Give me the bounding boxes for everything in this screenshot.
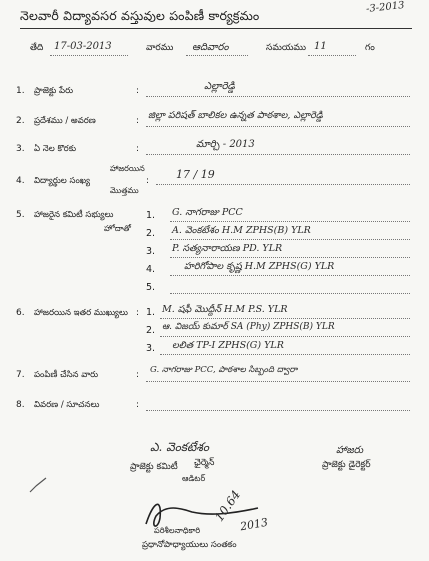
row-8-label: వివరణ / సూచనలు xyxy=(34,400,100,410)
row-8-line xyxy=(146,410,410,411)
row-7-line xyxy=(146,381,410,382)
row-7-number: 7. xyxy=(16,370,25,380)
committee-3-line xyxy=(170,257,410,258)
row-6-number: 6. xyxy=(16,308,25,318)
chairman-label: ప్రాజెక్టు కమిటీ xyxy=(130,462,178,472)
inspector-label: పరిశీలనాధికారి xyxy=(154,526,201,535)
row-2-line xyxy=(146,126,410,127)
time-label: సమయము xyxy=(266,43,307,53)
row-8-colon: : xyxy=(136,400,140,410)
day-label: వారము xyxy=(146,43,174,53)
other-1-number: 1. xyxy=(146,307,156,318)
committee-4-text: హరిగోపాల కృష్ణ H.M ZPHS(G) YLR xyxy=(184,261,335,272)
row-1-value: ఎల్లారెడ్డి xyxy=(204,81,235,92)
row-5-number: 5. xyxy=(16,210,25,220)
row-2-label: ప్రదేశము / అవరణ xyxy=(34,116,96,126)
row-4-line xyxy=(156,184,410,185)
row-6-label: హాజరయిన ఇతర ముఖ్యులు xyxy=(34,308,128,318)
row-4-attend-label: హాజరయిన xyxy=(110,164,145,173)
date-line xyxy=(50,55,128,56)
row-3-number: 3. xyxy=(16,144,25,154)
stamp-number: 10.64 xyxy=(212,487,244,525)
row-4-colon: : xyxy=(146,176,150,186)
date-value: 17-03-2013 xyxy=(54,41,112,52)
committee-1-line xyxy=(170,221,410,222)
other-2-number: 2. xyxy=(146,325,156,336)
committee-4-line xyxy=(170,275,410,276)
row-1-line xyxy=(146,96,410,97)
row-7-value: G. నాగరాజు PCC, పాఠశాల సిబ్బంది ద్వారా xyxy=(150,365,298,375)
chairman-role: ఆడిటర్ xyxy=(182,474,206,483)
other-1-text: M. షఫీ మొద్దీన్ H.M P.S. YLR xyxy=(162,304,288,315)
time-value: 11 xyxy=(314,41,327,52)
row-4-number: 4. xyxy=(16,176,25,186)
row-3-label: ఏ నెల కొరకు xyxy=(34,144,77,154)
other-2-line xyxy=(160,336,410,337)
row-4-label: విద్యార్థుల సంఖ్య xyxy=(34,176,90,186)
committee-4-number: 4. xyxy=(146,264,156,275)
row-1-number: 1. xyxy=(16,86,25,96)
day-value: ఆదివారం xyxy=(192,42,229,53)
other-3-line xyxy=(160,354,410,355)
row-3-line xyxy=(146,154,410,155)
row-1-label: ప్రాజెక్టు పేరు xyxy=(34,86,74,96)
date-label: తేది xyxy=(30,43,44,53)
chairman-title: ఛైర్మెన్ xyxy=(194,458,215,468)
row-5-sub-label: హోదాతో xyxy=(104,224,131,233)
other-3-number: 3. xyxy=(146,343,156,354)
committee-1-number: 1. xyxy=(146,210,156,221)
row-2-value: జిల్లా పరిషత్ బాలికల ఉన్నత పాఠశాల, ఎల్లారెడ్డి xyxy=(148,110,323,121)
row-1-colon: : xyxy=(136,86,140,96)
headmaster-signature-label: ప్రధానోపాధ్యాయులు సంతకం xyxy=(142,540,237,550)
row-2-colon: : xyxy=(136,116,140,126)
committee-2-line xyxy=(170,239,410,240)
other-1-line xyxy=(160,318,410,319)
committee-1-text: G. నాగరాజు PCC xyxy=(172,207,243,218)
row-6-colon: : xyxy=(136,308,140,318)
row-5-label: హాజరైన కమిటీ సభ్యులు xyxy=(34,210,114,220)
committee-5-number: 5. xyxy=(146,282,156,293)
committee-5-line xyxy=(170,293,410,294)
chairman-signature: ఎ. వెంకటేశం xyxy=(150,440,209,454)
row-7-colon: : xyxy=(136,370,140,380)
time-unit: గం xyxy=(365,43,375,53)
committee-2-number: 2. xyxy=(146,228,156,239)
committee-3-number: 3. xyxy=(146,246,156,257)
row-8-number: 8. xyxy=(16,400,25,410)
committee-3-text: P. సత్యనారాయణ PD. YLR xyxy=(172,243,283,254)
committee-2-text: A. వెంకటేశం H.M ZPHS(B) YLR xyxy=(172,225,311,236)
form-title: నెలవారీ విద్యావసర వస్తువుల పంపిణీ కార్యక్రమం xyxy=(20,8,260,23)
stamp-year: 2013 xyxy=(239,515,269,534)
row-2-number: 2. xyxy=(16,116,25,126)
director-label: ప్రాజెక్టు డైరెక్టర్ xyxy=(322,460,371,470)
check-icon xyxy=(28,476,50,496)
corner-note: -3-2013 xyxy=(365,0,406,15)
title-divider xyxy=(20,28,412,29)
other-3-text: లలిత TP-I ZPHS(G) YLR xyxy=(172,340,284,351)
row-4-total-label: మొత్తము xyxy=(110,186,139,195)
row-4-value: 17 / 19 xyxy=(176,168,215,181)
day-line xyxy=(186,55,248,56)
row-3-colon: : xyxy=(136,144,140,154)
time-line xyxy=(308,55,356,56)
row-7-label: పంపిణీ చేసిన వారు xyxy=(34,370,99,380)
director-signature: హాజరు xyxy=(336,445,364,456)
other-2-text: ఆ. విజయ్ కుమార్ SA (Phy) ZPHS(B) YLR xyxy=(162,322,335,332)
row-3-value: మార్చి - 2013 xyxy=(196,139,255,150)
